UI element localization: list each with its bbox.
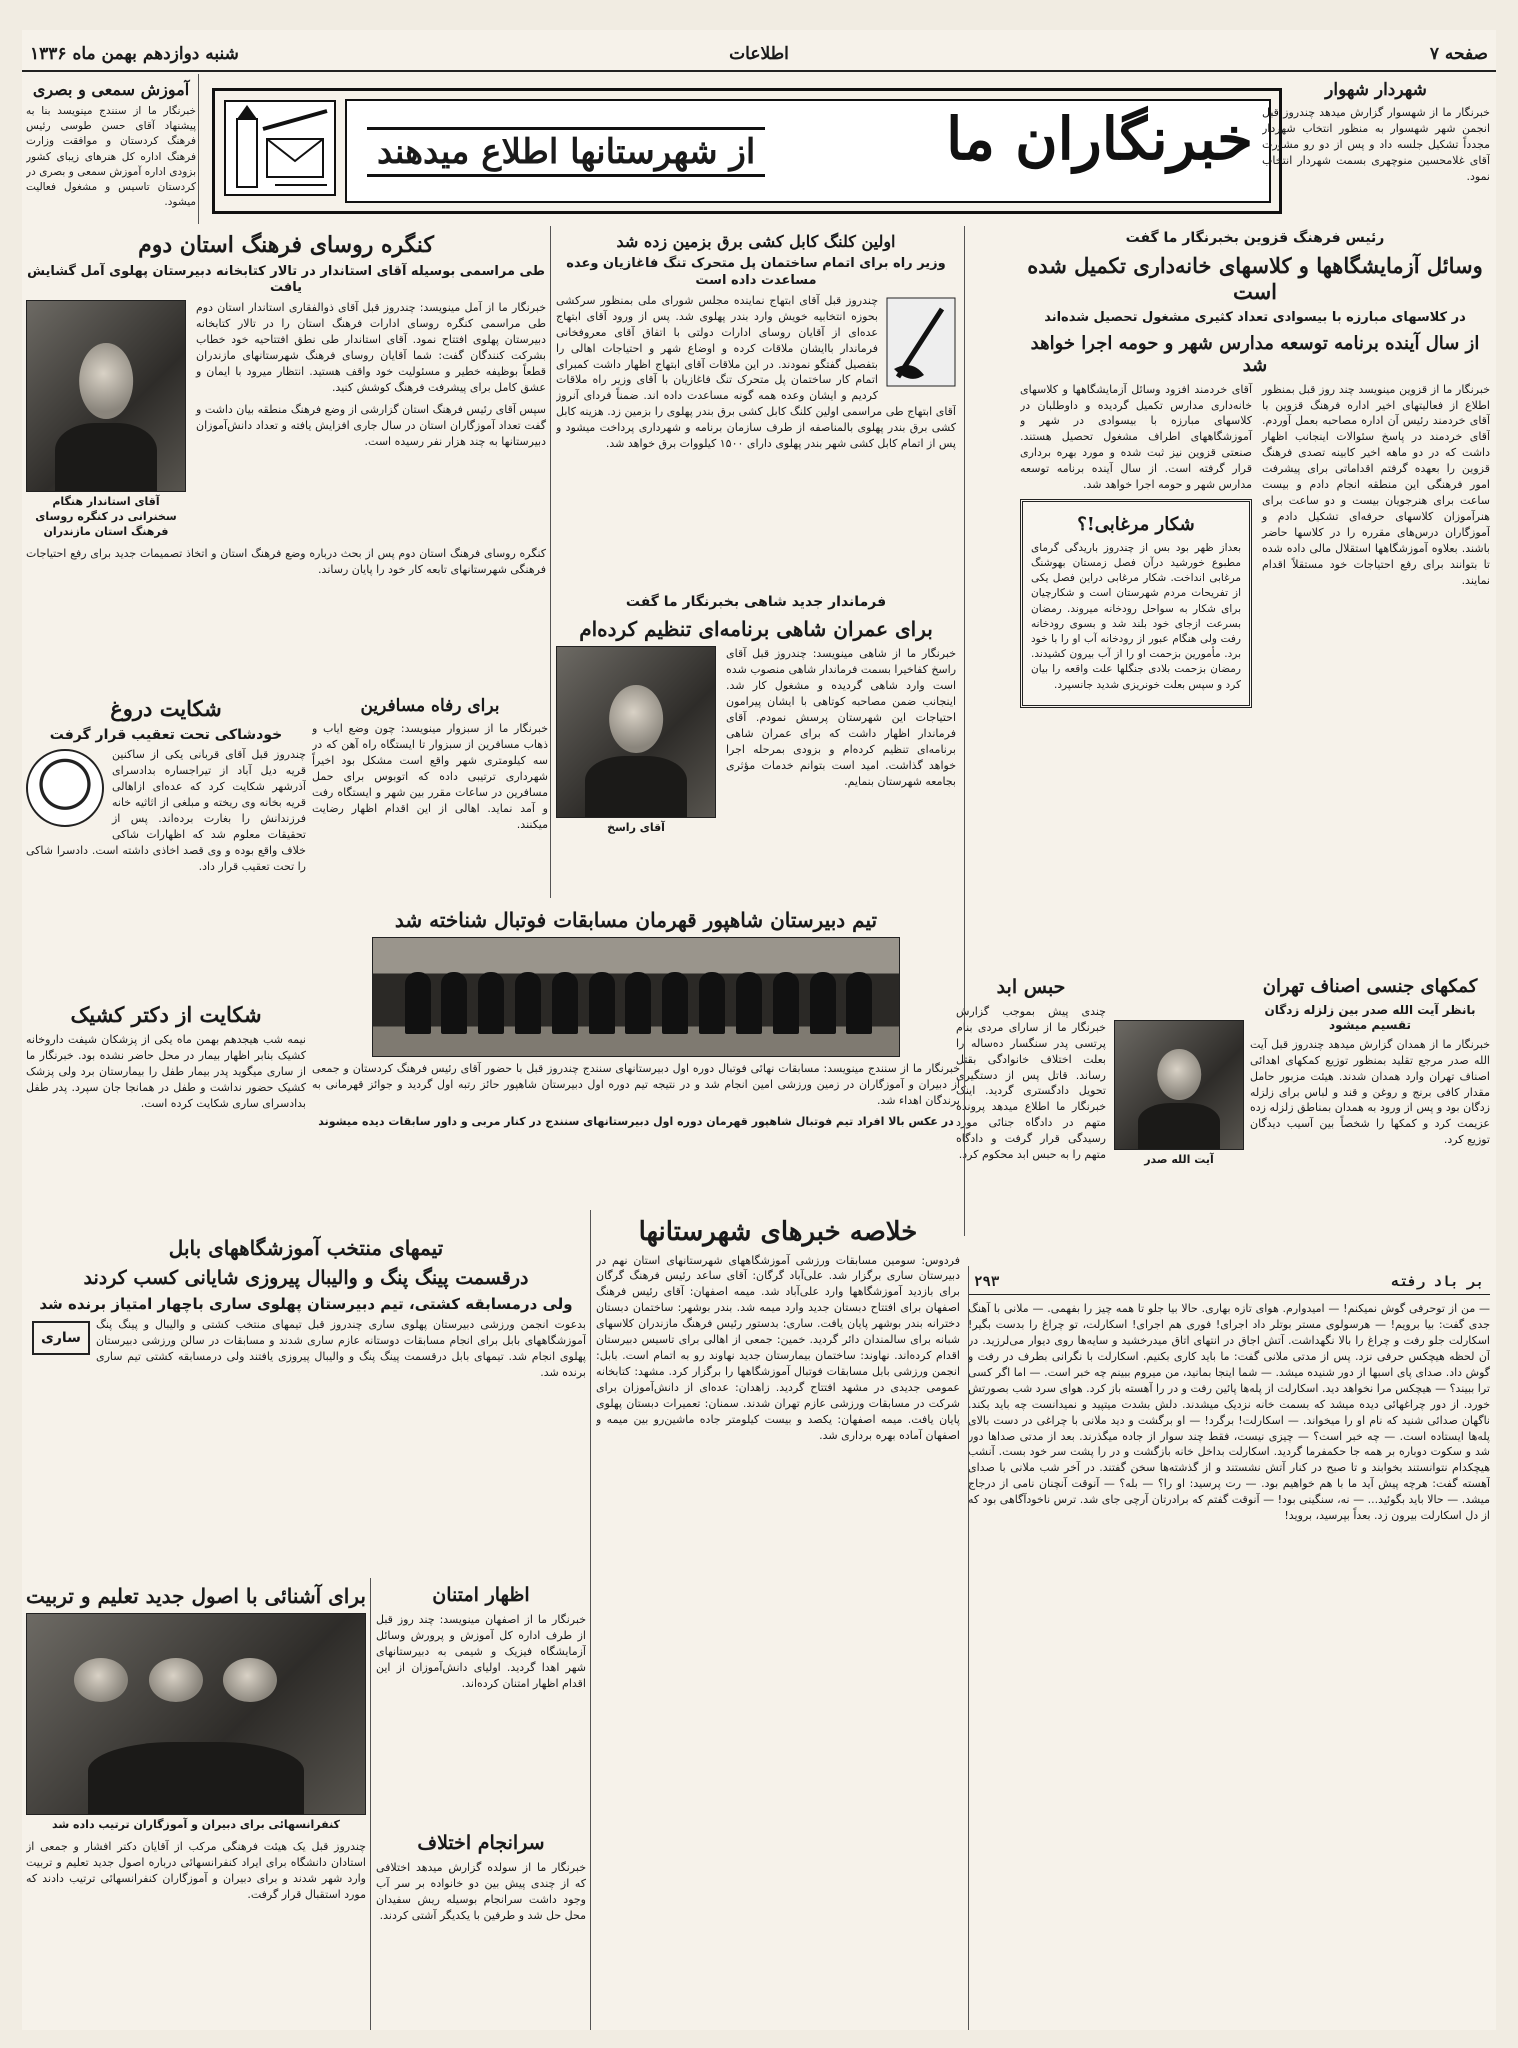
article-qazvin — [1020, 226, 1490, 966]
article-headline: کنگره روسای فرهنگ استان دوم — [138, 232, 434, 258]
article-headline: شکایت دروغ — [110, 696, 222, 721]
photo-caption: آقای راسخ — [607, 821, 665, 835]
article-body: خبرنگار ما از اصفهان مینویسد: چند روز قبل از طرف اداره کل آموزش و پرورش وسائل آزمایشگاه فیزیک و شیمی به دبیرستانهای شهر اهدا گردید. اولیای دانش‌آموزان از این اقدام اظهار امتنان کرده‌اند. — [376, 1612, 586, 1690]
article-serial — [968, 1270, 1490, 2030]
article-headline: حبس ابد — [996, 976, 1066, 998]
article-habs — [956, 970, 1106, 1240]
serial-number: ۲۹۳ — [974, 1274, 1000, 1290]
article-kongereh — [26, 226, 546, 686]
article-headline: اظهار امتنان — [432, 1584, 530, 1606]
article-body: سپس آقای رئیس فرهنگ استان گزارشی از وضع فرهنگ منطقه بیان داشت و گفت تعداد آموزگاران استان در سال جاری افزایش یافته و تعداد دانش‌آموزان دبیرستانها به چند هزار نفر رسیده است. — [196, 402, 546, 448]
article-body: خبرنگار ما از شاهی مینویسد: چندروز قبل آقای راسخ کفاخیرا بسمت فرماندار شاهی منصوب شده است وارد شاهی گردیده و مشغول کار شد. اینجانب ضمن مصاحبه کوتاهی با ایشان پیرامون احتیاجات این شهرستان پرسش نمودم. آقای فرماندار اظهار داشت که برای عمران شاهی برنامه‌ای تنظیم کرده‌ام و بزودی بمرحله اجرا خواهد گذاشت. امید است بتوانم خدمات مؤثری بجامعه شهرستان بنمایم. — [726, 647, 956, 788]
article-headline: برای آشنائی با اصول جدید تعلیم و تربیت — [26, 1584, 366, 1608]
article-babol — [26, 1230, 586, 1570]
article-subheadline: در کلاسهای مبارزه با بیسوادی تعداد کثیری مشغول تحصیل شده‌اند — [1044, 309, 1466, 325]
article-headline: تیم دبیرستان شاهپور قهرمان مسابقات فوتبال شناخته شد — [394, 908, 878, 932]
serial-header — [968, 1270, 1490, 1295]
article-body: — من از توحرفی گوش نمیکنم! — امیدوارم. هوای تازه بهاری. حالا بیا جلو تا همه چیز را بفهمی. — ملانی با آهنگ جدی گفت: بیا برویم! — هرسولوی مستر بوتلر داد اجرای! فوری هم اجرای! اسکارلت، تو چراغ را بدست بگیر! اسکارلت جلو رفت و چراغ را بالا نگهداشت. آتش اجاق در انتهای اتاق میدرخشید و سایه‌ها روی دیوار می‌لرزید. در آن لحظه هیچکس حرفی نزد. پس از مدتی ملانی گفت: ما باید کاری بکنیم. اسکارلت با نگرانی بطرف در رفت و گوش داد. صدای پای اسبها از دور شنیده میشد. — شما اینجا بمانید، من میروم ببینم چه خبر است. — اما اگر کسی ترا ببیند؟ — هیچکس مرا نخواهد دید. اسکارلت از پله‌ها پائین رفت و در را آهسته باز کرد. هوای سرد شب بصورتش خورد. از دور چراغهائی دیده میشد که بسمت خانه نزدیک میشدند. دلش بشدت میتپید و نمیدانست چه باید بکند. ناگهان صدائی شنید که نام او را میخواند. — اسکارلت! برگرد! — او برگشت و دید ملانی با چراغی در دست بالای پله‌ها ایستاده است. — چه خبر است؟ — چیزی نیست، فقط چند سوار از جاده میگذرند. بعد از مدتی صداها دور شد و سکوت دوباره بر همه جا حکمفرما گردید. اسکارلت بداخل خانه بازگشت و در را پشت سر خود بست. آنشب هیچکدام نتوانستند بخوابند و تا صبح در کنار آتش نشستند و از گذشته‌ها سخن گفتند. در آخر شب ملانی با صدای آهسته گفت: هرچه پیش آید ما با هم خواهیم بود. — رت پرسید: او را؟ — بله؟ — آنوقت آنچنان نامی از درجاج میشد. — حالا باید بگوئید... — نه، سنگینی بود! — آنوقت گفتم که برادرتان آرچی جای شد. ترس ناخودآگاهی بود که از دل اسکارلت بیرون زد. بعداً بپرسید، بروید! — [968, 1302, 1490, 1523]
article-subheadline: طی مراسمی بوسیله آقای استاندار در تالار کتابخانه دبیرستان پهلوی آمل گشایش یافت — [27, 263, 545, 296]
article-body: خبرنگار ما از شهسوار گزارش میدهد چندروز قبل انجمن شهر شهسوار به منظور انتخاب شهردار مجدداً تشکیل جلسه داد و پس از دو رو مشورت آقای غلامحسین منوچهری بسمت شهردار انتخاب نمود. — [1262, 106, 1490, 183]
article-body: خبرنگار ما از سنندج مینویسد بنا به پیشنهاد آقای حسن طوسی رئیس فرهنگ کردستان و موافقت وزارت فرهنگ اداره کل هنرهای زیبای کشور بزودی اداره آموزش سمعی و بصری در کردستان تاسیس و مشغول فعالیت میشود. — [26, 105, 196, 209]
photo-caption: کنفرانسهائی برای دبیران و آموزگاران ترتیب داده شد — [52, 1818, 340, 1831]
article-body: خبرنگار ما از همدان گزارش میدهد چندروز قبل آیت الله صدر مرجع تقلید بمنظور توزیع کمکهای اهدائی اصناف تهران وارد همدان شدند. هیئت مزبور حامل مقدار کافی برنج و روغن و قند و لباس برای زلزله زدگان بود و پس از ورود به همدان بمناطق زلزله زده عزیمت کرد و کمکها را شخصاً بین آسیب دیدگان توزیع کرد. — [1250, 1037, 1490, 1147]
shekar-box — [1020, 499, 1252, 708]
pen-envelope-icon — [223, 99, 337, 197]
article-kicker: رئیس فرهنگ قزوین بخبرنگار ما گفت — [1125, 230, 1385, 246]
article-headline: برای عمران شاهی برنامه‌ای تنظیم کرده‌ام — [579, 617, 933, 642]
banner-title-sub: از شهرستانها اطلاع میدهند — [367, 127, 765, 177]
column-rule — [590, 1210, 591, 2030]
article-headline: کمکهای جنسی اصناف تهران — [1262, 976, 1478, 997]
article-headline: تیمهای منتخب آموزشگاههای بابل — [168, 1236, 444, 1260]
article-subheadline: درقسمت پینگ پنگ و والیبال پیروزی شایانی کسب کردند — [83, 1267, 529, 1289]
sari-label-box: ساری — [32, 1321, 90, 1355]
article-body: خبرنگار ما از سبزوار مینویسد: چون وضع ایاب و ذهاب مسافرین از سبزوار تا ایستگاه راه آهن که در سه کیلومتری شهر واقع است مشکل بود اخیراً شهرداری ترتیبی داده که اتوبوس برای حمل مسافرین در ساعات مقرر بین شهر و ایستگاه رفت و آمد نماید. اهالی از این اقدام اظهار رضایت میکنند. — [312, 722, 548, 831]
article-headline: سرانجام اختلاف — [417, 1832, 545, 1854]
article-shekayat-doktor — [26, 996, 306, 1226]
photo-caption: آیت الله صدر — [1144, 1153, 1214, 1166]
article-body: چندروز قبل یک هیئت فرهنگی مرکب از آقایان دکتر افشار و جمعی از استادان دانشگاه برای ایراد کنفرانسهائی درباره اصول جدید تعلیم و تربیت وارد شهر شدند و برای دبیران و آموزگاران کنفرانسهائی ترتیب دادند که مورد استقبال قرار گرفت. — [26, 1839, 366, 1901]
column-rule — [968, 1266, 969, 2030]
column-rule — [550, 226, 551, 898]
newspaper-page — [22, 30, 1496, 2030]
article-headline: اولین کلنگ کابل کشی برق بزمین زده شد — [616, 232, 896, 251]
page-number: صفحه ۷ — [1429, 44, 1488, 64]
article-body: فردوس: سومین مسابقات ورزشی آموزشگاههای شهرستانهای استان نهم در دبیرستان ساری برگزار شد. علی‌آباد گرگان: آقای ساعد رئیس فرهنگ گرگان برای بازدید آموزشگاهها وارد علی‌آباد شد. میمه اصفهان: آقای رئیس فرهنگ اصفهان برای افتتاح دبستان جدید وارد میمه شد. بندر بوشهر: ساختمان دبستان دخترانه بندر بوشهر پایان یافت. ساری: بدستور رئیس فرهنگ مازندران کلاسهای شبانه برای سالمندان دائر گردید. خمین: جمعی از اهالی برای تاسیس دبیرستان اقدام کرده‌اند. نهاوند: ساختمان بیمارستان جدید نهاوند رو به اتمام است. بابل: انجمن ورزشی بابل مسابقات فوتبال آموزشگاهها را برگزار کرد. مشهد: کتابخانه عمومی جدیدی در مشهد افتتاح گردید. زاهدان: عده‌ای از دانش‌آموزان برای شرکت در مسابقات ورزشی عازم تهران شدند. سمنان: تعمیرات دبستان پهلوی پایان یافت. میمه اصفهان: یکصد و بیست کیلومتر جاده ماشین‌رو بین میمه و اصفهان آماده بهره برداری شد. — [596, 1253, 960, 1442]
article-body: خبرنگار ما از قزوین مینویسد چند روز قبل بمنظور اطلاع از فعالیتهای اخیر اداره فرهنگ قزوین با آقای خردمند رئیس آن اداره مصاحبه بعمل آوردم. آقای خردمند در پاسخ سئوالات اینجانب اظهار داشت که در دو ماهه اخیر کابینه تصدی فرهنگ قزوین را بعهده گرفتم اقداماتی برای پیشرفت امور فرهنگی این منطقه انجام دادم و بیست ساعت برای هنرجویان بیست و دو ساعت برای هنرآموزان کلاسهای حرفه‌ای تشکیل دادم و آموزگاران درس‌های مقرره را در کلاسها حاضر باشند. بعلاوه آموزشگاهها استقلال مالی داده شده تا بتوانند برای رفع احتیاجات خود مستقلاً اقدام نمایند. — [1262, 382, 1490, 587]
column-rule — [198, 74, 199, 224]
serial-label: بر باد رفته — [1391, 1274, 1484, 1290]
article-futbal — [312, 902, 960, 1202]
section-banner — [212, 88, 1282, 214]
article-amuzesh-jadid — [26, 1578, 366, 2030]
article-kholase — [596, 1210, 960, 2030]
article-ekhtelaf — [376, 1826, 586, 2030]
banner-title-main: خبرنگاران ما — [946, 105, 1253, 173]
article-body: بدعوت انجمن ورزشی دبیرستان پهلوی ساری چندروز قبل تیمهای منتخب کشتی و والیبال و پینگ پنگ آموزشگاههای بابل برای انجام مسابقات دوستانه عازم ساری شدند و مسابقات در سالن ورزشی دبیرستان پهلوی انجام شد. تیمهای بابل درقسمت پینگ پنگ و والیبال پیروزی یافتند ولی درمسابقه کشتی تیم ساری برنده شد. — [96, 1318, 586, 1380]
ayatollah-photo-block — [1114, 1020, 1244, 1180]
governor-photo — [26, 300, 186, 492]
article-body: خبرنگار ما از آمل مینویسد: چندروز قبل آقای ذوالفقاری استاندار استان دوم طی مراسمی کنگره روسای ادارات فرهنگ استان را در تالار کتابخانه دبیرستان پهلوی افتتاح نمود. آقای استاندار طی نطق افتتاحیه خود خطاب بشرکت کنندگان گفت: شما آقایان روسای فرهنگ شهرستانهای مازندران قطعاً بوظیفه خطیر و مسئولیت خود واقف هستید. انتظار میرود با ایمان و عشق کامل برای پیشرفت فرهنگ کوشش کنید. — [196, 301, 546, 394]
shovel-ceremony-icon — [886, 297, 956, 387]
issue-date: شنبه دوازدهم بهمن ماه ۱۳۳۶ — [30, 44, 239, 64]
article-body: چندی پیش بموجب گزارش خبرنگار ما از سارای مردی بنام پرتسی پدر سنگسار ده‌ساله را بعلت اختلاف خانوادگی بقتل رساند. قاتل پس از دستگیری تحویل دادگستری گردید. اینک خبرنگار ما اطلاع میدهد پرونده متهم در دادگاه جنائی مورد رسیدگی قرار گرفت و دادگاه متهم را به حبس ابد محکوم کرد. — [956, 1004, 1106, 1162]
article-body: چندروز قبل آقای ابتهاج نماینده مجلس شورای ملی بمنظور سرکشی بحوزه انتخابیه خویش وارد بندر پهلوی شد. پس از ورود آقای ابتهاج عده‌ای از آقایان روسای ادارات دولتی با اتفاق آقای معروفخانی فرماندار باایشان ملاقات کرده و اوضاع شهر و احتیاجات اهالی را بتفصیل گفتگو نمودند. در این ملاقات آقای ابتهاج اظهار داشت کمبرای اتمام کار ساختمان پل متحرک تنگ فاغازیان با آقای وزیر راه ملاقات کردیم و ایشان وعده همه گونه مساعدت داده اند. ضمناً فردای آنروز آقای ابتهاج طی مراسمی اولین کلنگ کابل کشی برق بندر پهلوی را بزمین زد. هزینه کابل کشی برق بندر پهلوی بالمناصفه از طرف سازمان برنامه و شهرداری پرداخت میشود و پس از اتمام کابل کشی شهر بندر پهلوی دارای ۱۵۰۰ کیلووات برق خواهد شد. — [556, 293, 956, 451]
article-headline: برای رفاه مسافرین — [360, 696, 500, 716]
article-body: خبرنگار ما از سولده گزارش میدهد اختلافی که از چندی پیش بین دو خانواده بر سر آب وجود داشت سرانجام بوسیله ریش سفیدان محل حل شد و طرفین با یکدیگر آشتی کردند. — [376, 1860, 586, 1922]
article-body: خبرنگار ما از سنندج مینویسد: مسابقات نهائی فوتبال دوره اول دبیرستانهای سنندج چندروز قبل با حضور آقای رئیس فرهنگ کردستان و جمعی از دبیران و آموزگاران در زمین ورزشی امین انجام شد و در نتیجه تیم دوره اول دبیرستان شاهپور حائز رتبه اول گردید و جوائز قهرمانی به برندگان اهداء شد. — [312, 1062, 960, 1107]
article-ezhar-emtenan — [376, 1578, 586, 1818]
article-headline: شکار مرغابی!؟ — [1077, 514, 1195, 536]
photo-caption: در عکس بالا افراد تیم فوتبال شاهپور قهرمان دوره اول دبیرستانهای سنندج در کنار مربی و داور سابقات دیده میشوند — [318, 1114, 954, 1128]
article-subheadline: وزیر راه برای اتمام ساختمان پل متحرک تنگ فاغازیان وعده مساعدت داده است — [566, 256, 946, 288]
column-rule — [370, 1578, 371, 2030]
article-subheadline: ولی درمسابقه کشتی، تیم دبیرستان پهلوی ساری باچهار امتیاز برنده شد — [39, 1294, 573, 1313]
article-body: بعداز ظهر بود بس از چندروز باریدگی گرمای مطبوع خورشید درآن فصل زمستان بهوشنگ مرغابی انداخت. شکار مرغابی دراین فصل یکی از تفریحات مردم شهرستان است و شکارچیان برای شکار به سواحل رودخانه میروند. رمضان بسرعت ازجای خود بلند شد و بسوی رودخانه رفت ولی هنگام عبور از رودخانه آب او را با خود برد. مأمورین بزحمت او را از آب بیرون کشیدند. رمضان بزحمت بلادی جنگلها علت واقعه را بیان کرد و سپس بعلت خونریزی شدید جانسپرد. — [1031, 541, 1241, 691]
article-headline: شهردار شهوار — [1325, 80, 1427, 100]
column-rule — [964, 226, 965, 1236]
article-safar — [312, 690, 548, 890]
masthead — [22, 30, 1496, 72]
banner-title-frame — [345, 99, 1271, 203]
ayatollah-photo — [1114, 1020, 1244, 1150]
photo-caption: آقای استاندار هنگام سخنرانی در کنگره روسای فرهنگ استان مازندران — [35, 495, 177, 538]
team-photo — [372, 937, 900, 1057]
newspaper-name: اطلاعات — [729, 44, 789, 64]
article-headline: آموزش سمعی و بصری — [32, 80, 190, 99]
article-body: آقای خردمند افزود وسائل آزمایشگاهها و کلاسهای خانه‌داری مدارس تکمیل گردیده و داوطلبان در کلاسهای مبارزه با بیسوادی در شهر و آموزشگاههای اطراف مشغول تحصیل هستند. صنعتی قزوین نیز ثبت شده و مورد بهره برداری قرار گرفته است. از سال آینده برنامه توسعه مدارس شهر و حومه اجرا خواهد شد. — [1020, 382, 1252, 492]
article-tehran-kumak — [1250, 970, 1490, 1240]
article-farmandar — [556, 590, 956, 900]
group-photo — [26, 1613, 366, 1815]
article-subheadline: از سال آینده برنامه توسعه مدارس شهر و حومه اجرا خواهد شد — [1030, 332, 1480, 377]
article-headline: وسائل آزمایشگاهها و کلاسهای خانه‌داری تکمیل شده است — [1027, 253, 1483, 305]
article-subheadline: بانظر آیت الله صدر بین زلزله زدگان تقسیم میشود — [1264, 1002, 1476, 1033]
article-amuzesh-sami — [26, 74, 196, 224]
article-shahrdar — [1262, 74, 1490, 224]
article-body: نیمه شب هیجدهم بهمن ماه یکی از پزشکان شیفت داروخانه کشیک بنابر اظهار بیمار در محل حاضر نشده بود. خبرنگار ما از ساری میگوید پدر بیمار طفل را بیمارستان برد ولی پزشک کشیک حضور نداشت و طفل در همانجا جان سپرد. پدر طفل بدادسرای ساری شکایت کرده است. — [26, 1033, 306, 1110]
emblem-icon — [26, 749, 104, 827]
article-kicker: فرماندار جدید شاهی بخبرنگار ما گفت — [625, 594, 887, 610]
article-headline: شکایت از دکتر کشیک — [70, 1002, 262, 1027]
article-shekayat-durugh — [26, 690, 306, 990]
article-headline: خلاصه خبرهای شهرستانها — [638, 1217, 918, 1247]
article-body: چندروز قبل آقای قربانی یکی از ساکنین قریه دیل آباد از تیراجساره بدادسرای آذرشهر شکایت کرد که عده‌ای ازاهالی قریه بخانه وی ریخته و مبلغی از اثاثیه خانه فرزندانش را بغارت برده‌اند. پس از تحقیقات معلوم شد که اظهارات شاکی خلاف واقع بوده و وی قصد اخاذی داشته است. دادسرا شاکی را تحت تعقیب قرار داد. — [26, 748, 306, 873]
article-kabl — [556, 226, 956, 586]
article-body: کنگره روسای فرهنگ استان دوم پس از بحث درباره وضع فرهنگ استان و اتخاذ تصمیمات جدید برای رفع احتیاجات فرهنگی شهرستانهای تابعه کار خود را پایان رساند. — [26, 546, 546, 576]
farmandar-photo — [556, 646, 716, 818]
article-subheadline: خودشاکی تحت تعقیب قرار گرفت — [49, 727, 283, 744]
